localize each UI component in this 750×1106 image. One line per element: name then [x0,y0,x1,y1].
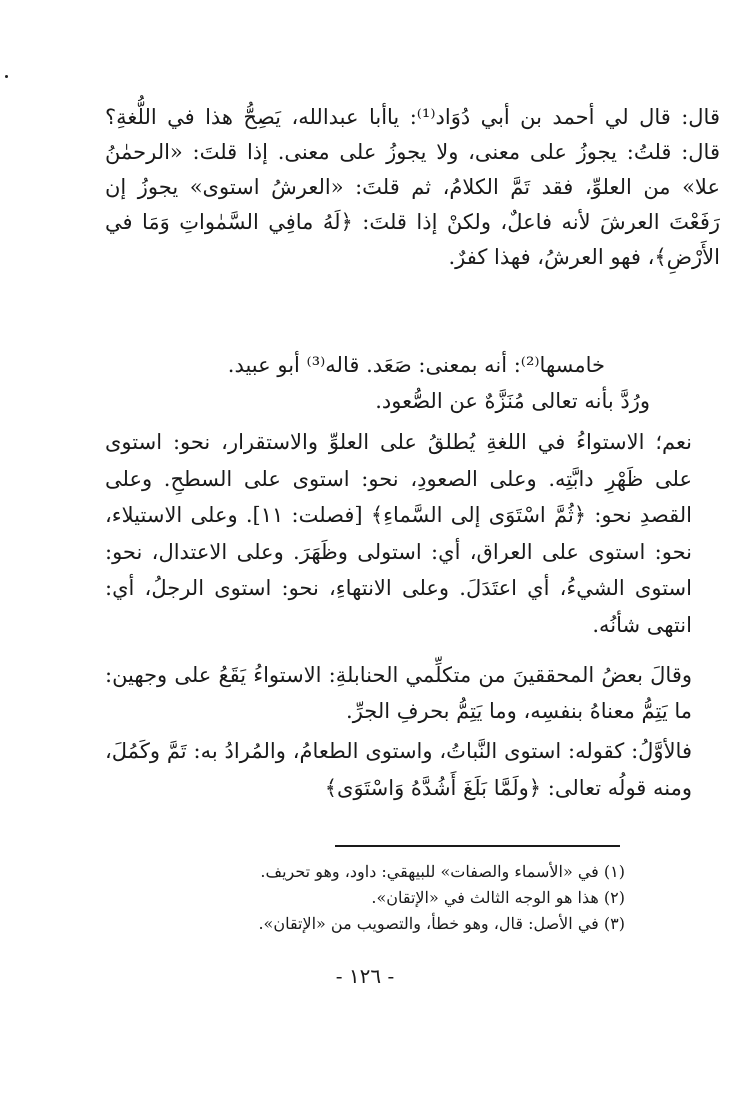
page-number: - ١٢٦ - [335,964,395,988]
paragraph-refutation: ورُدَّ بأنه تعالى مُنَزَّهٌ عن الصُّعود. [375,389,650,413]
paragraph-hanbali-view: وقالَ بعضُ المحققينَ من متكلِّمي الحنابلةِ: الاستواءُ يَقَعُ على وجهين: ما يَتِمُّ معناهُ بنفسِه، وما يَتِمُّ بحرفِ الجرِّ. [105,663,692,723]
paragraph-istiwa-meanings: نعم؛ الاستواءُ في اللغةِ يُطلقُ على العلوِّ والاستقرار، نحو: استوى على ظَهْرِ دابَّتِه. وعلى الصعودِ، نحو: استوى على السطحِ. وعلى القصدِ نحو: ﴿ثُمَّ اسْتَوَى إلى السَّماءِ﴾ [فصلت: ١١]. وعلى الاستيلاء، نحو: استوى على العراق، أي: استولى وظَهَرَ. وعلى الاعتدال، نحو: استوى الشيءُ، أي اعتَدَلَ. وعلى الانتهاءِ، نحو: استوى الرجلُ، أي: انتهى شأنُه. [105,430,692,637]
footnote-2: (٢) هذا هو الوجه الثالث في «الإتقان». [371,888,625,907]
footnote-separator [335,845,620,847]
footnote-1: (١) في «الأسماء والصفات» للبيهقي: داود، وهو تحريف. [260,862,625,881]
footnotes [125,859,625,937]
paragraph-first-type: فالأوَّلُ: كقوله: استوى النَّباتُ، واستوى الطعامُ، والمُرادُ به: تَمَّ وكَمُلَ، ومنه قولُه تعالى: ﴿ولَمَّا بَلَغَ أَشُدَّهُ وَاسْتَوَى﴾ [105,739,692,800]
margin-mark [5,75,8,78]
paragraph-fifth-meaning: خامسها⁽²⁾: أنه بمعنى: صَعَد. قاله⁽³⁾ أبو عبيد. [227,353,605,377]
footnote-3: (٣) في الأصل: قال، وهو خطأ، والتصويب من «الإتقان». [258,914,625,933]
paragraph-1: قال: قال لي أحمد بن أبي دُوَاد⁽¹⁾: ياأبا عبدالله، يَصِحُّ هذا في اللُّغةِ؟ قال: قلتُ: يجوزُ على معنى، ولا يجوزُ على معنى. إذا قلتَ: «الرحمٰنُ علا» من العلوِّ، فقد تَمَّ الكلامُ، ثم قلتَ: «العرشُ استوى» يجوزُ إن رَفَعْتَ العرشَ لأنه فاعلٌ، ولكنْ إذا قلتَ: ﴿لَهُ مافِي السَّمٰواتِ وَمَا في الأَرْضِ﴾، فهو العرشُ، فهذا كفرٌ. [105,105,720,269]
